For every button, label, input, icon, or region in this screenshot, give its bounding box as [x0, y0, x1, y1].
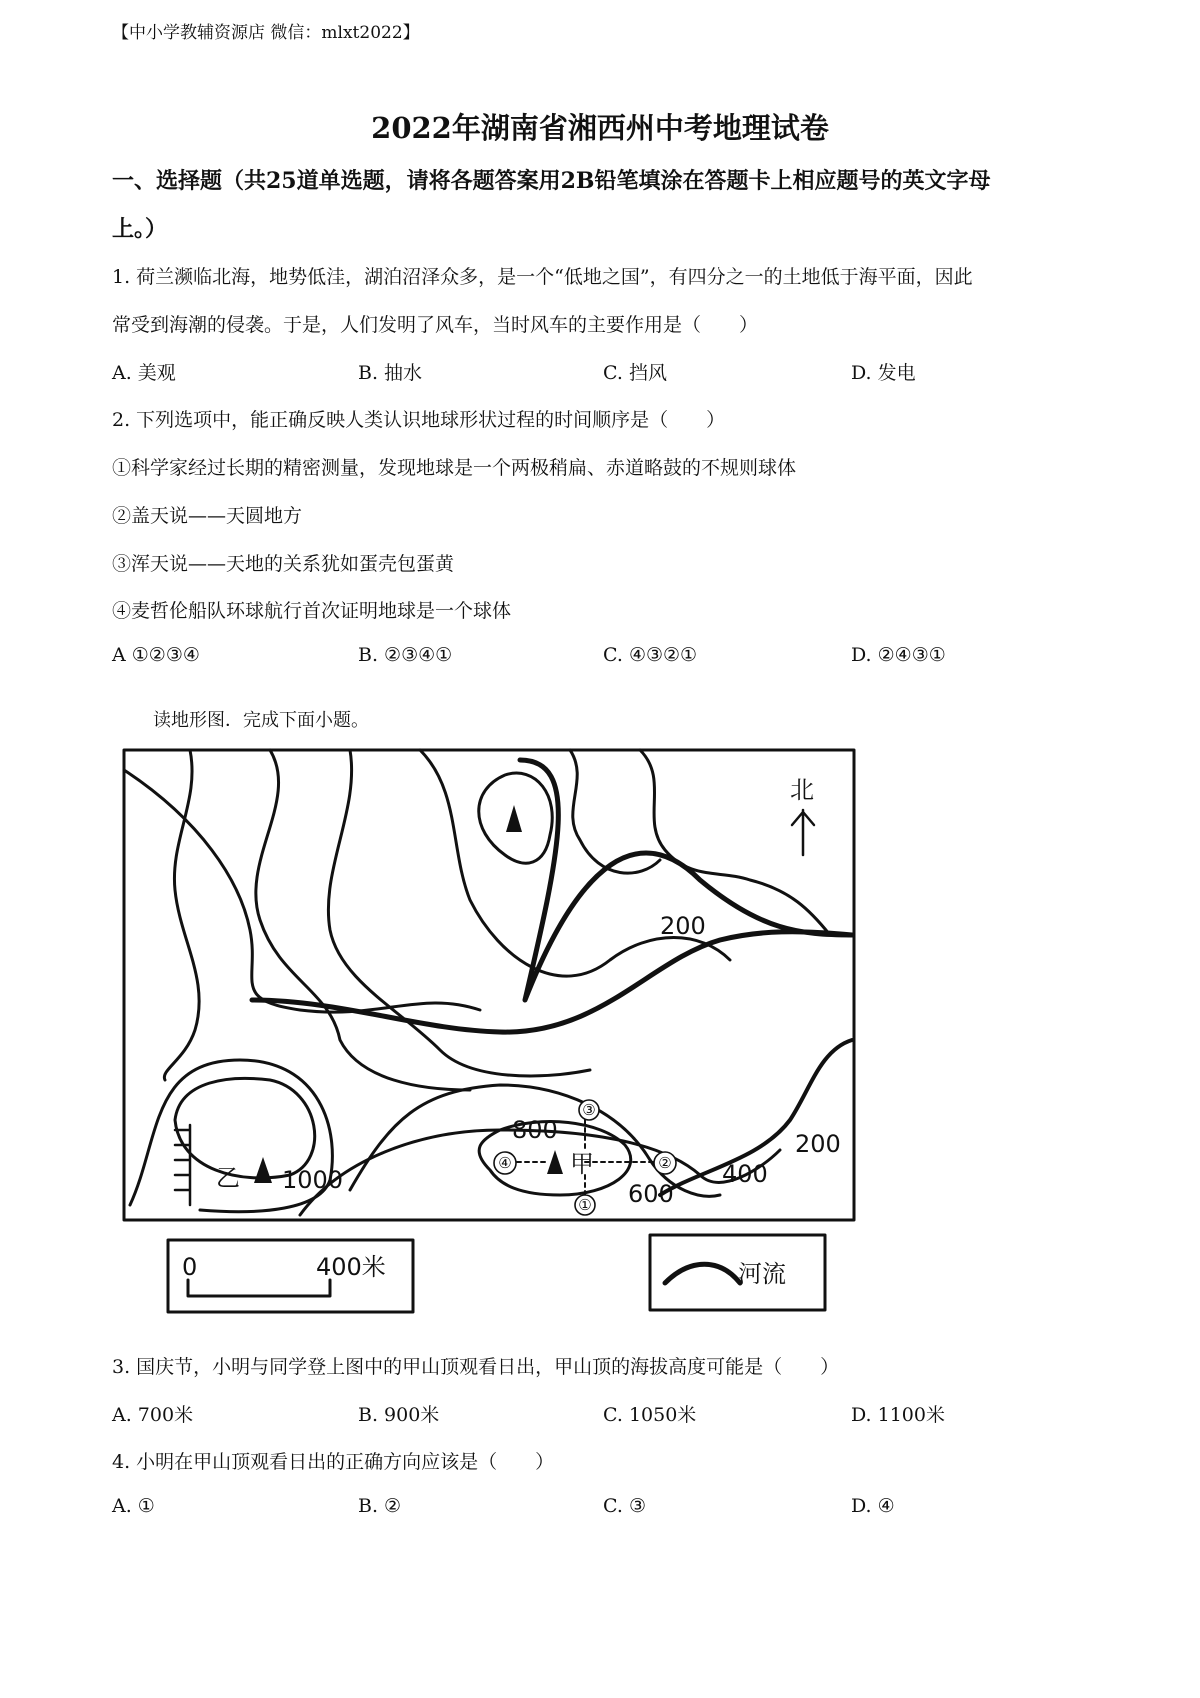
- direction-label-3: ③: [582, 1101, 596, 1119]
- q3-option-a: A. 700米: [112, 1404, 194, 1426]
- contour-line: [256, 750, 470, 1090]
- q1-option-a: A. 美观: [112, 362, 176, 384]
- q2-stem: 2. 下列选项中，能正确反映人类认识地球形状过程的时间顺序是（ ）: [112, 409, 726, 431]
- q2-option-b: B. ②③④①: [358, 644, 453, 666]
- section-heading-cont: 上。）: [112, 216, 168, 242]
- q2-option-a: A ①②③④: [112, 644, 200, 666]
- cliff-hachures: [175, 1125, 190, 1205]
- q4-option-d: D. ④: [851, 1495, 895, 1517]
- scale-bar: [188, 1280, 330, 1296]
- map-intro: 读地形图．完成下面小题。: [153, 710, 369, 731]
- river-main: [252, 932, 852, 1032]
- river-legend-icon: [665, 1264, 740, 1283]
- section-heading: 一、选择题（共25道单选题，请将各题答案用2B铅笔填涂在答题卡上相应题号的英文字母: [112, 168, 991, 194]
- direction-label-1: ①: [578, 1196, 592, 1214]
- q2-item-3: ③浑天说——天地的关系犹如蛋壳包蛋黄: [112, 553, 455, 575]
- q3-option-b: B. 900米: [358, 1404, 440, 1426]
- legend-river-label: 河流: [738, 1260, 786, 1288]
- contour-line: [124, 770, 480, 1012]
- contour-label-800: 800: [512, 1116, 558, 1144]
- q2-option-d: D. ②④③①: [851, 644, 946, 666]
- q1-option-c: C. 挡风: [603, 362, 667, 384]
- contour-label-600: 600: [628, 1180, 674, 1208]
- q4-option-b: B. ②: [358, 1495, 402, 1517]
- q2-item-2: ②盖天说——天圆地方: [112, 505, 303, 527]
- direction-label-4: ④: [498, 1154, 512, 1172]
- peak-yi-label: 乙: [216, 1164, 240, 1192]
- q1-option-d: D. 发电: [851, 362, 916, 384]
- q4-option-c: C. ③: [603, 1495, 646, 1517]
- peak-north-icon: [506, 805, 522, 832]
- watermark: 【中小学教辅资源店 微信：mlxt2022】: [112, 23, 420, 43]
- q2-item-4: ④麦哲伦船队环球航行首次证明地球是一个球体: [112, 600, 512, 622]
- contour-line: [175, 1078, 315, 1178]
- q1-stem-line1: 1. 荷兰濒临北海，地势低洼，湖泊沼泽众多，是一个“低地之国”，有四分之一的土地低于海平面，因此: [112, 266, 973, 288]
- q3-option-c: C. 1050米: [603, 1404, 697, 1426]
- q3-stem: 3. 国庆节，小明与同学登上图中的甲山顶观看日出，甲山顶的海拔高度可能是（ ）: [112, 1356, 840, 1378]
- map-frame: [124, 750, 854, 1220]
- contour-label-200-top: 200: [660, 912, 706, 940]
- contour-label-1000: 1000: [282, 1166, 344, 1194]
- contour-label-400: 400: [722, 1160, 768, 1188]
- q1-stem-line2: 常受到海潮的侵袭。于是，人们发明了风车，当时风车的主要作用是（ ）: [112, 314, 759, 336]
- scale-zero-label: 0: [182, 1253, 198, 1281]
- peak-jia-icon: [547, 1150, 563, 1174]
- q2-option-c: C. ④③②①: [603, 644, 698, 666]
- peak-yi-icon: [254, 1157, 272, 1183]
- q1-option-b: B. 抽水: [358, 362, 423, 384]
- contour-label-200-right: 200: [795, 1130, 841, 1158]
- q2-item-1: ①科学家经过长期的精密测量，发现地球是一个两极稍扁、赤道略鼓的不规则球体: [112, 457, 797, 479]
- north-arrow: [792, 810, 814, 855]
- q4-option-a: A. ①: [112, 1495, 155, 1517]
- scale-length-label: 400米: [316, 1253, 386, 1281]
- contour-line: [164, 750, 199, 1080]
- q4-stem: 4. 小明在甲山顶观看日出的正确方向应该是（ ）: [112, 1451, 555, 1473]
- north-label: 北: [790, 776, 814, 804]
- q3-option-d: D. 1100米: [851, 1404, 945, 1426]
- peak-jia-label: 甲: [570, 1150, 594, 1178]
- direction-label-2: ②: [658, 1154, 672, 1172]
- exam-title: 2022年湖南省湘西州中考地理试卷: [371, 111, 829, 145]
